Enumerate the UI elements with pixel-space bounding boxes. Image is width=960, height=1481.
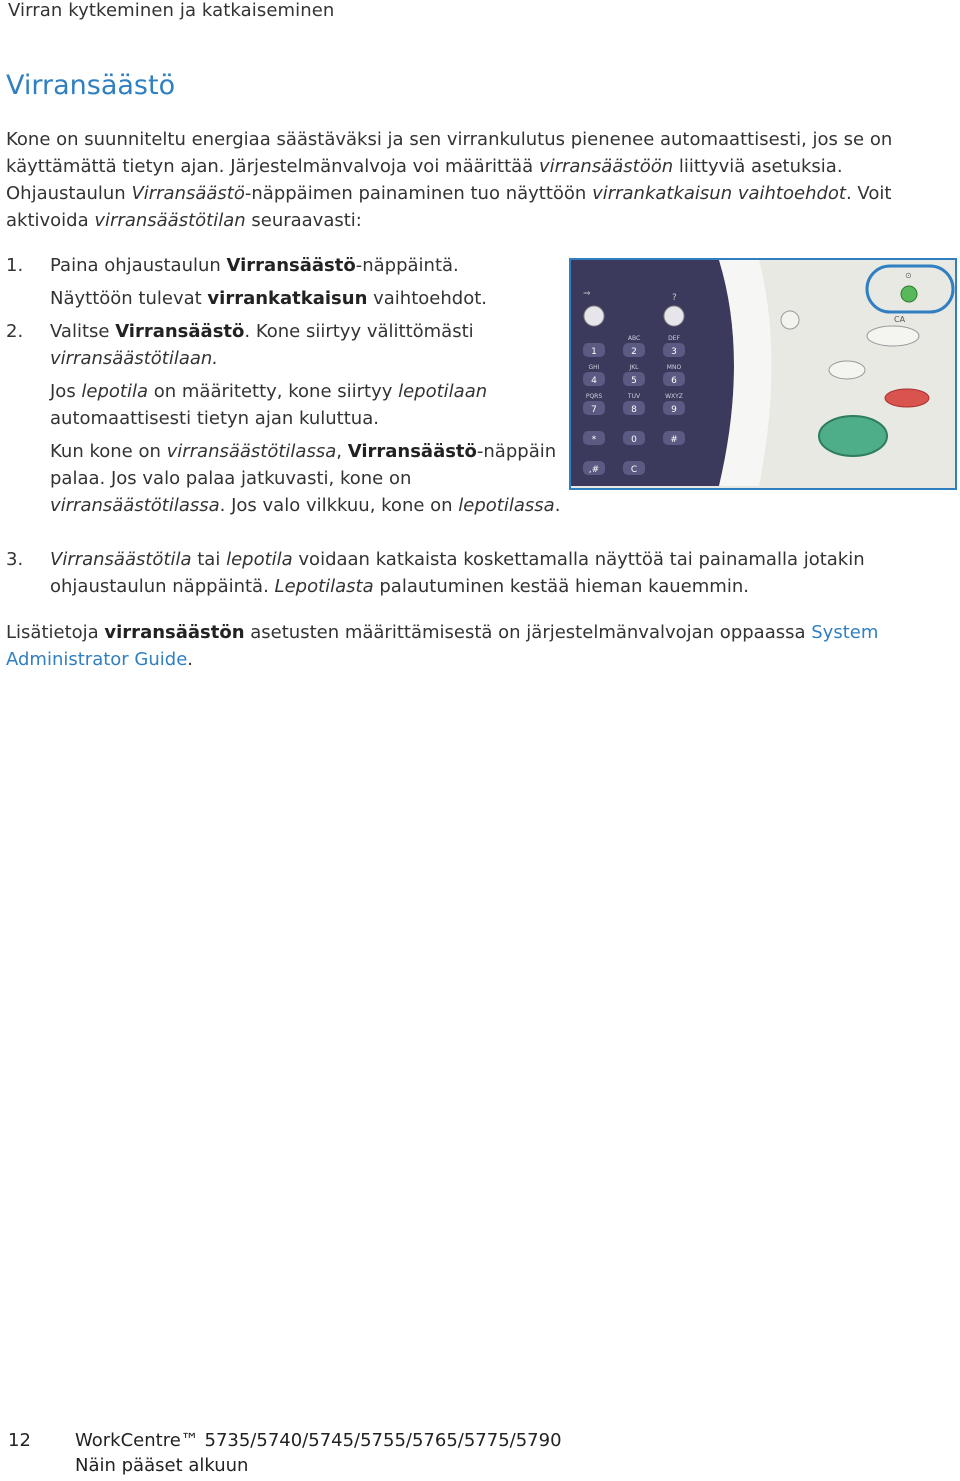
stop-button xyxy=(885,389,929,407)
keypad-key-digit: 9 xyxy=(671,405,677,415)
keypad-key-digit: 0 xyxy=(631,435,637,445)
help-label: ? xyxy=(672,293,677,303)
keypad-key-digit: 3 xyxy=(671,347,677,357)
keypad-key-letters: ABC xyxy=(627,335,641,342)
svg-text:⊙: ⊙ xyxy=(905,271,912,280)
keypad-key-digit: 7 xyxy=(591,405,597,415)
more-info-paragraph: Lisätietoja virransäästön asetusten määrittämisestä on järjestelmänvalvojan oppaassa System Administrator Guide. xyxy=(6,622,879,670)
footer-product: WorkCentre™ 5735/5740/5745/5755/5765/5775/5790 xyxy=(75,1430,562,1451)
keypad-key[interactable] xyxy=(663,393,685,415)
keypad-key-letters: TUV xyxy=(627,393,641,400)
step-3-number: 3. xyxy=(6,549,24,570)
keypad-key[interactable] xyxy=(623,431,645,445)
step-2: 2. Valitse Virransäästö. Kone siirtyy välittömästi virransäästötilaan. xyxy=(6,318,566,372)
keypad-key-letters: JKL xyxy=(629,364,639,371)
step-1-number: 1. xyxy=(6,255,24,276)
keypad-key-letters: DEF xyxy=(668,335,680,342)
keypad-key-digit: # xyxy=(670,435,678,445)
intro-paragraph: Kone on suunniteltu energiaa säästäväksi ja sen virrankulutus pienenee automaattisesti, jos se on käyttämättä tietyn ajan. Järjestelmänvalvoja voi määrittää virransäästöön liittyviä asetuksia. Ohjaustaulun Virransäästö-näppäimen painaminen tuo näyttöön virrankatkaisun vaihtoehdot. Voit aktivoida virransäästötilan seuraavasti: xyxy=(6,129,893,231)
keypad-key[interactable] xyxy=(663,431,685,445)
start-button xyxy=(819,416,887,456)
keypad-key-letters: PQRS xyxy=(585,393,603,400)
footer-guide: Näin pääset alkuun xyxy=(75,1455,249,1476)
clear-key-label: C xyxy=(630,465,638,475)
section-title: Virransäästö xyxy=(6,70,176,101)
step-2-note-light: Kun kone on virransäästötilassa, Virransäästö-näppäin palaa. Jos valo palaa jatkuvasti, kone on virransäästötilassa. Jos valo vilkkuu, kone on lepotilassa. xyxy=(50,441,561,516)
step-2-note-sleep: Jos lepotila on määritetty, kone siirtyy lepotilaan automaattisesti tietyn ajan kuluttua. xyxy=(50,381,488,429)
svg-text:⇒: ⇒ xyxy=(583,289,591,299)
keypad-key-letters: MNO xyxy=(666,364,682,371)
keypad-key-digit: 4 xyxy=(591,376,597,386)
clear-key[interactable] xyxy=(623,461,645,475)
step-1: 1. Paina ohjaustaulun Virransäästö-näppäintä. xyxy=(6,252,566,279)
clear-all-button xyxy=(867,326,919,346)
keypad-key-digit: 2 xyxy=(631,347,637,357)
dial-pause-key-label: ,# xyxy=(588,465,600,475)
keypad-key-digit: 1 xyxy=(591,347,597,357)
keypad-key[interactable] xyxy=(583,431,605,445)
step-1-result: Näyttöön tulevat virrankatkaisun vaihtoehdot. xyxy=(50,288,487,309)
language-button xyxy=(781,311,799,329)
control-panel-illustration xyxy=(569,258,957,490)
address-book-button xyxy=(584,306,604,326)
keypad-key-digit: 5 xyxy=(631,376,637,386)
interrupt-button xyxy=(829,361,865,379)
help-button xyxy=(664,306,684,326)
keypad-key[interactable] xyxy=(583,393,605,415)
keypad-key[interactable] xyxy=(583,343,605,357)
keypad-key-letters: WXYZ xyxy=(665,393,683,400)
system-admin-guide-link[interactable]: System Administrator Guide xyxy=(6,622,879,670)
page-number: 12 xyxy=(8,1430,31,1451)
keypad-key-digit: * xyxy=(591,435,597,445)
step-3: 3. Virransäästötila tai lepotila voidaan katkaista koskettamalla näyttöä tai painamalla jotakin ohjaustaulun näppäintä. Lepotilasta palautuminen kestää hieman kauemmin. xyxy=(6,546,946,600)
step-2-number: 2. xyxy=(6,321,24,342)
keypad-key-digit: 8 xyxy=(631,405,637,415)
clear-all-label: CA xyxy=(894,315,906,324)
keypad-key-letters: GHI xyxy=(588,364,600,371)
running-header: Virran kytkeminen ja katkaiseminen xyxy=(8,0,335,21)
power-saver-button xyxy=(901,286,917,302)
steps-list xyxy=(6,252,566,519)
keypad-key-digit: 6 xyxy=(671,376,677,386)
dial-pause-key[interactable] xyxy=(583,461,605,475)
